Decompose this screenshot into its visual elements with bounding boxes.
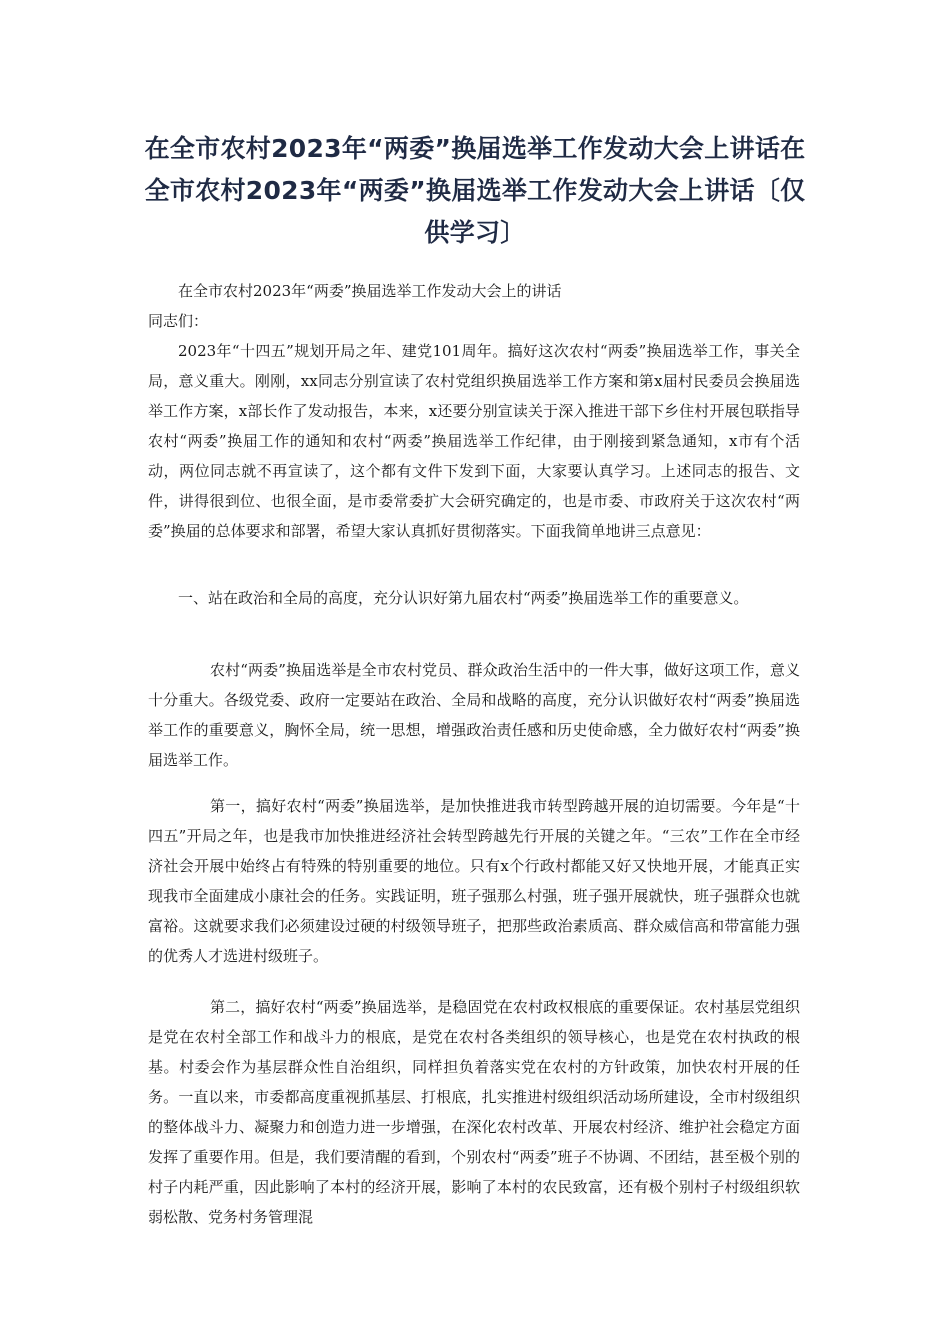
section-heading-1 [148, 583, 800, 613]
speech-subtitle: 在全市农村2023年“两委”换届选举工作发动大会上的讲话 [178, 282, 562, 300]
paragraph-text: 第一，搞好农村“两委”换届选举，是加快推进我市转型跨越开展的迫切需要。今年是“十四五”开局之年，也是我市加快推进经济社会转型跨越先行开展的关键之年。“三农”工作在全市经济社会开展中始终占有特殊的特别重要的地位。只有x个行政村都能又好又快地开展，才能真正实现我市全面建成小康社会的任务。实践证明，班子强那么村强，班子强开展就快，班子强群众也就富裕。这就要求我们必须建设过硬的村级领导班子，把那些政治素质高、群众威信高和带富能力强的优秀人才选进村级班子。 [148, 797, 800, 965]
intro-paragraph: 2023年“十四五”规划开局之年、建党101周年。搞好这次农村“两委”换届选举工作，事关全局，意义重大。刚刚，xx同志分别宣读了农村党组织换届选举工作方案和第x届村民委员会换届选举工作方案，x部长作了发动报告，本来，x还要分别宣读关于深入推进干部下乡住村开展包联指导农村“两委”换届工作的通知和农村“两委”换届选举工作纪律，由于刚接到紧急通知，x市有个活动，两位同志就不再宣读了，这个都有文件下发到下面，大家要认真学习。上述同志的报告、文件，讲得很到位、也很全面，是市委常委扩大会研究确定的，也是市委、市政府关于这次农村“两委”换届的总体要求和部署，希望大家认真抓好贯彻落实。下面我简单地讲三点意见： [148, 342, 800, 540]
section-1-paragraph [148, 655, 800, 775]
document-title: 在全市农村2023年“两委”换届选举工作发动大会上讲话在全市农村2023年“两委”换届选举工作发动大会上讲话〔仅供学习〕 [144, 134, 806, 247]
salutation: 同志们： [148, 312, 209, 330]
section-2-paragraph [148, 791, 800, 971]
section-3-paragraph [148, 992, 800, 1232]
heading-text: 一、站在政治和全局的高度，充分认识好第九届农村“两委”换届选举工作的重要意义。 [178, 589, 749, 607]
paragraph-text: 第二，搞好农村“两委”换届选举，是稳固党在农村政权根底的重要保证。农村基层党组织是党在农村全部工作和战斗力的根底，是党在农村各类组织的领导核心，也是党在农村执政的根基。村委会作为基层群众性自治组织，同样担负着落实党在农村的方针政策，加快农村开展的任务。一直以来，市委都高度重视抓基层、打根底，扎实推进村级组织活动场所建设，全市村级组织的整体战斗力、凝聚力和创造力进一步增强，在深化农村改革、开展农村经济、维护社会稳定方面发挥了重要作用。但是，我们要清醒的看到，个别农村“两委”班子不协调、不团结，甚至极个别的村子内耗严重，因此影响了本村的经济开展，影响了本村的农民致富，还有极个别村子村级组织软弱松散、党务村务管理混 [148, 998, 800, 1226]
opening-block [148, 276, 800, 546]
paragraph-text: 农村“两委”换届选举是全市农村党员、群众政治生活中的一件大事，做好这项工作，意义十分重大。各级党委、政府一定要站在政治、全局和战略的高度，充分认识做好农村“两委”换届选举工作的重要意义，胸怀全局，统一思想，增强政治责任感和历史使命感，全力做好农村“两委”换届选举工作。 [148, 661, 800, 769]
